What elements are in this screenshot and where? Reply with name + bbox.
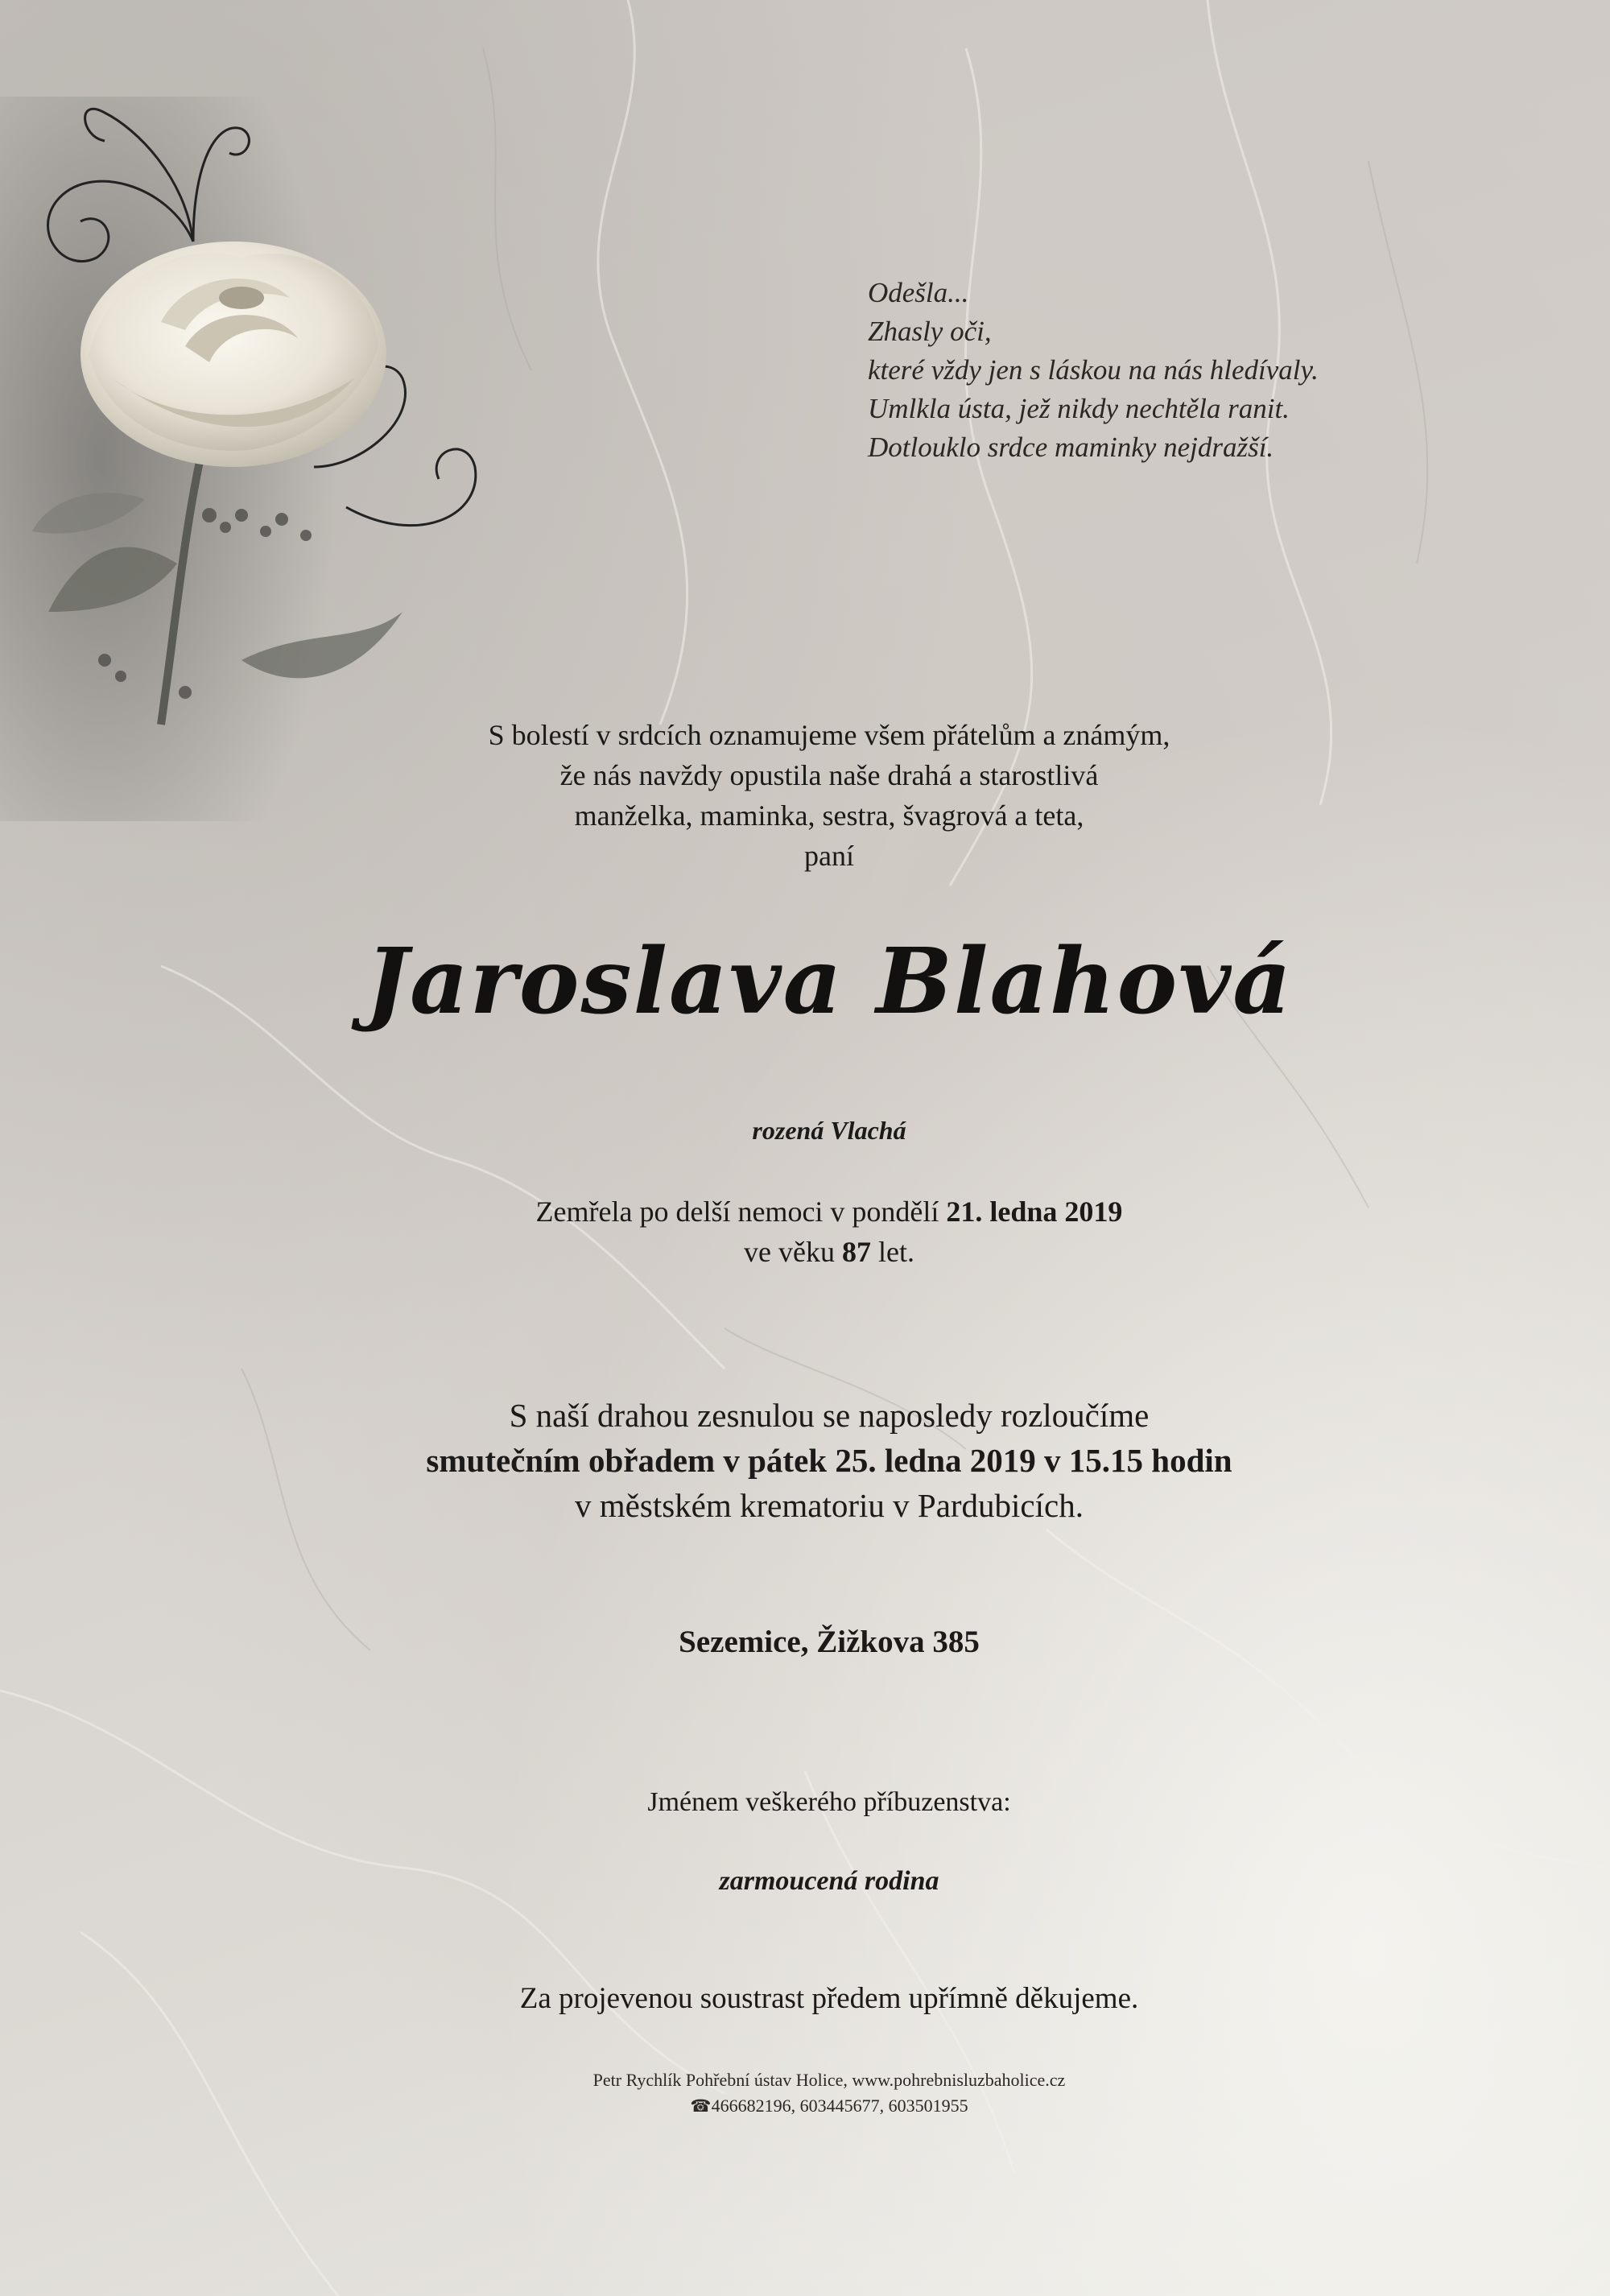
funeral-service-line: Petr Rychlík Pohřební ústav Holice, www.pohrebnisluzbaholice.cz xyxy=(592,2070,1066,2090)
ceremony-info xyxy=(0,1393,1610,1528)
death-line-age xyxy=(48,1232,1610,1272)
announcement-line: S bolestí v srdcích oznamujeme všem přátelům a známým, xyxy=(488,719,1170,751)
announcement xyxy=(0,715,1610,876)
death-line-date xyxy=(48,1191,1610,1232)
death-date: 21. ledna 2019 xyxy=(946,1195,1123,1228)
ceremony-place: v městském krematoriu v Pardubicích. xyxy=(575,1487,1084,1524)
phone-icon: ☎ xyxy=(690,2096,712,2116)
death-info xyxy=(0,1191,1610,1272)
announcement-line: paní xyxy=(804,840,854,872)
poem xyxy=(868,274,1528,467)
poem-line: Zhasly oči, xyxy=(868,316,992,347)
ceremony-line: S naší drahou zesnulou se naposledy rozloučíme xyxy=(509,1397,1150,1434)
poem-line: Umlkla ústa, jež nikdy nechtěla ranit. xyxy=(868,393,1290,424)
poem-line: Dotlouklo srdce maminky nejdražší. xyxy=(868,432,1274,463)
footer xyxy=(0,2067,1610,2119)
poem-line: které vždy jen s láskou na nás hledívaly. xyxy=(868,354,1319,386)
announcement-line: že nás navždy opustila naše drahá a starostlivá xyxy=(559,759,1099,791)
phone-numbers: 466682196, 603445677, 603501955 xyxy=(711,2096,968,2116)
age-value: 87 xyxy=(841,1236,871,1268)
death-text: Zemřela po delší nemoci v pondělí xyxy=(535,1195,947,1228)
poem-line: Odešla... xyxy=(868,277,969,308)
ceremony-datetime: smutečním obřadem v pátek 25. ledna 2019 v 15.15 hodin xyxy=(426,1442,1232,1479)
maiden-name: rozená Vlachá xyxy=(752,1116,906,1145)
thanks-text: Za projevenou soustrast předem upřímně děkujeme. xyxy=(519,1982,1139,2015)
age-prefix: ve věku xyxy=(744,1236,842,1268)
age-suffix: let. xyxy=(870,1236,914,1268)
announcement-line: manželka, maminka, sestra, švagrová a teta, xyxy=(574,799,1084,832)
on-behalf-text: Jménem veškerého příbuzenstva: xyxy=(647,1787,1011,1817)
deceased-name: Jaroslava Blahová xyxy=(365,929,1293,1034)
family-signature: zarmoucená rodina xyxy=(719,1866,939,1896)
address: Sezemice, Žižkova 385 xyxy=(679,1625,980,1659)
phones-line xyxy=(48,2093,1610,2119)
